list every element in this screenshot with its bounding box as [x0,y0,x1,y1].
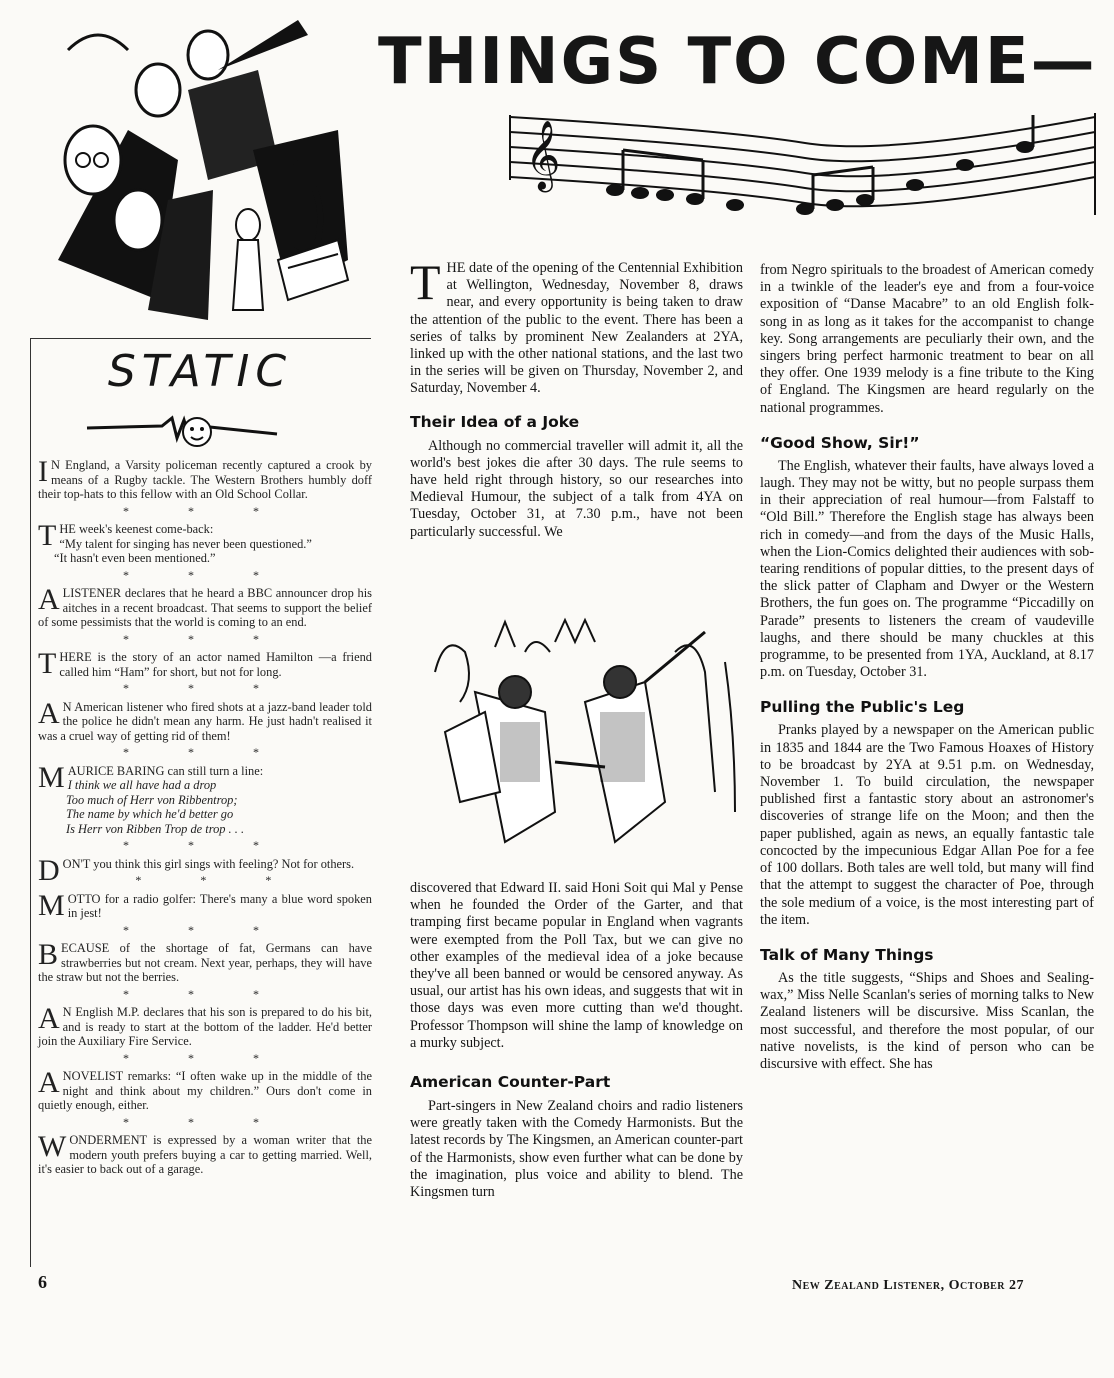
static-item: A NOVELIST remarks: “I often wake up in the middle of the night and think about my children.” Ours don't come in quietly enough, either. [38,1066,372,1112]
jousting-knights-illustration [405,612,745,868]
separator: * * * [123,838,287,852]
page-title: THINGS TO COME— [378,25,1097,99]
static-item: I N England, a Varsity policeman recently captured a crook by means of a Rugby tackle. The Western Brothers humbly doff their top-hats to this fellow with an Old School Collar. [38,455,372,501]
verse: I think we all have had a drop Too much of Herr von Ribbentrop; The name by which he'd better go Is Herr von Ribben Trop de trop . . . [66,778,245,836]
separator: * * * [123,631,287,646]
separator: * * * [123,745,287,759]
paragraph: Although no commercial traveller will admit it, all the world's best jokes die after 30 days. The rule seems to have held right through history, so our researches into Medieval Humour, the subject of a talk from 4YA on Tuesday, October 31, at 7.30 p.m., have not been particularly successful. We [410,437,743,540]
separator: * * * [123,1114,287,1129]
section-heading: American Counter-Part [410,1073,611,1092]
separator: * * * [123,567,287,582]
intro-paragraph: THE date of the opening of the Centennial Exhibition at Wellington, Wednesday, November 8, draws near, and every opportunity is being taken to draw the attention of the public to the event. There has been a series of talks by prominent New Zealanders at 2YA, linked up with the other national stations, and the last two in the series will be given on Thursday, November 2, and Saturday, November 4. [410,254,743,397]
article-column-middle [410,254,743,541]
paragraph: discovered that Edward II. said Honi Soit qui Mal y Pense when he founded the Order of the Garter, and that tramping first became popular in England when vagrants were exempted from the Poll Tax, but we can give no other examples of the medieval idea of a joke because they've all been banned or would be censored anyway. As usual, our artist has his own ideas, and suggests that wit in those days was even more cutting than we'd thought. Professor Thompson will shine the lamp of knowledge on a murky subject. [410,880,743,1051]
static-title: STATIC [107,346,293,397]
separator: * * * [123,986,287,1001]
section-heading: “Good Show, Sir!” [760,433,920,452]
separator: * * * [123,1050,287,1065]
article-column-middle-lower [410,880,743,1201]
static-item: WONDERMENT is expressed by a woman writer that the modern youth prefers buying a car to getting married. Well, it's easier to back out of a garage. [38,1130,372,1176]
section-heading: Pulling the Public's Leg [760,698,965,717]
paragraph: Pranks played by a newspaper on the American public in 1835 and 1844 are the Two Famous Hoaxes of History to be broadcast by 2YA at 9.51 p.m. on Wednesday, November 1. To build circulation, the newspaper published first a fantastic story about an astronomer's discoveries of strange life on the Moon; and then the paper published, again as news, an equally fantastic tale concocted by the impecunious Edgar Allan Poe for a fee of 100 dollars. Both tales are well told, but many will find that the attempt to suggest the character of Poe, through the sole medium of a voice, is the most interesting part of the item. [760,722,1094,928]
music-staff-illustration [505,105,1100,245]
paragraph: As the title suggests, “Ships and Shoes and Sealing-wax,” Miss Nelle Scanlan's series of morning talks to New Zealand listeners will be discursive. Miss Scanlan, the most successful, and therefore the most popular, of our native novelists, is the kind of person who can be discursive with effect. She has [760,969,1094,1072]
static-mascot-icon [82,406,282,456]
static-items [38,455,372,1179]
static-item: A N English M.P. declares that his son is prepared to do his bit, and is ready to start at the bottom of the ladder. He'd better join the Auxiliary Fire Service. [38,1002,372,1048]
article-column-right [760,262,1094,1073]
separator: * * * [123,503,287,518]
paragraph: from Negro spirituals to the broadest of American comedy in a twinkle of the leader's eye and from a four-voice exposition of “Danse Macabre” to an old English folk-song in as long as it takes for the accompanist to change key. Song arrangements are peculiarly their own, and the singers bring perfect harmonic treatment to bear on all they offer. One 1939 melody is a fine tribute to the King of England. The Kingsmen are heard regularly on the national programmes. [760,262,1094,416]
static-item: MOTTO for a radio golfer: There's many a blue word spoken in jest! [38,888,372,922]
static-item: A LISTENER declares that he heard a BBC announcer drop his aitches in a recent broadcast. That seems to support the belief of some pessimists that the world is coming to an end. [38,583,372,629]
separator: * * * [135,873,300,887]
section-heading: Their Idea of a Joke [410,412,580,431]
static-item: THERE is the story of an actor named Hamilton —a friend called him “Ham” for short, but not for long. [38,647,372,680]
static-item: DON'T you think this girl sings with feeling? Not for others. [38,853,355,887]
dance-band-illustration [38,10,356,326]
section-heading: Talk of Many Things [760,945,934,964]
paragraph: Part-singers in New Zealand choirs and radio listeners were greatly taken with the Comedy Harmonists. But the latest records by The Kingsmen, an American counter-part of the Harmonists, show even further what can be done by the imagination, plus voice and ability to blend. The Kingsmen turn [410,1098,743,1201]
svg-text:𝄞: 𝄞 [525,120,561,190]
static-item: BECAUSE of the shortage of fat, Germans can have strawberries but not cream. Next year, perhaps, they will have the straw but not the berries. [38,938,372,984]
static-item: MAURICE BARING can still turn a line: I think we all have had a drop Too much of Herr von Ribbentrop; The name by which he'd better go Is Herr von Ribben Trop de trop . . . [38,764,372,837]
separator: * * * [123,681,287,695]
paragraph: The English, whatever their faults, have always loved a laugh. They may not be witty, but no people surpass them in their appreciation of real humour—from Falstaff to “Old Bill.” Therefore the English stage has always been rich in comedy—and from the days of the Music Halls, when the Lion-Comics delighted their audiences with sob-tearing renditions of popular ditties, to the present days of the slick patter of Clapham and Dwyer or the Western Brothers, the fun goes on. The programme “Piccadilly on Parade” presents to listeners the cream of vaudeville laughs, and there should be many chuckles at this programme, to be presented from 1YA, Auckland, at 8.17 p.m. on Tuesday, October 31. [760,457,1094,681]
page-number: 6 [38,1272,47,1292]
static-item: A N American listener who fired shots at a jazz-band leader told the police he didn't mean any harm. He just hadn't realised it was a cruel way of getting rid of them! [38,696,372,743]
separator: * * * [123,922,287,937]
static-item: THE week's keenest come-back: “My talent for singing has never been questioned.” “It hasn't even been mentioned.” [38,519,312,565]
publication-footer: New Zealand Listener, October 27 [792,1278,1025,1293]
